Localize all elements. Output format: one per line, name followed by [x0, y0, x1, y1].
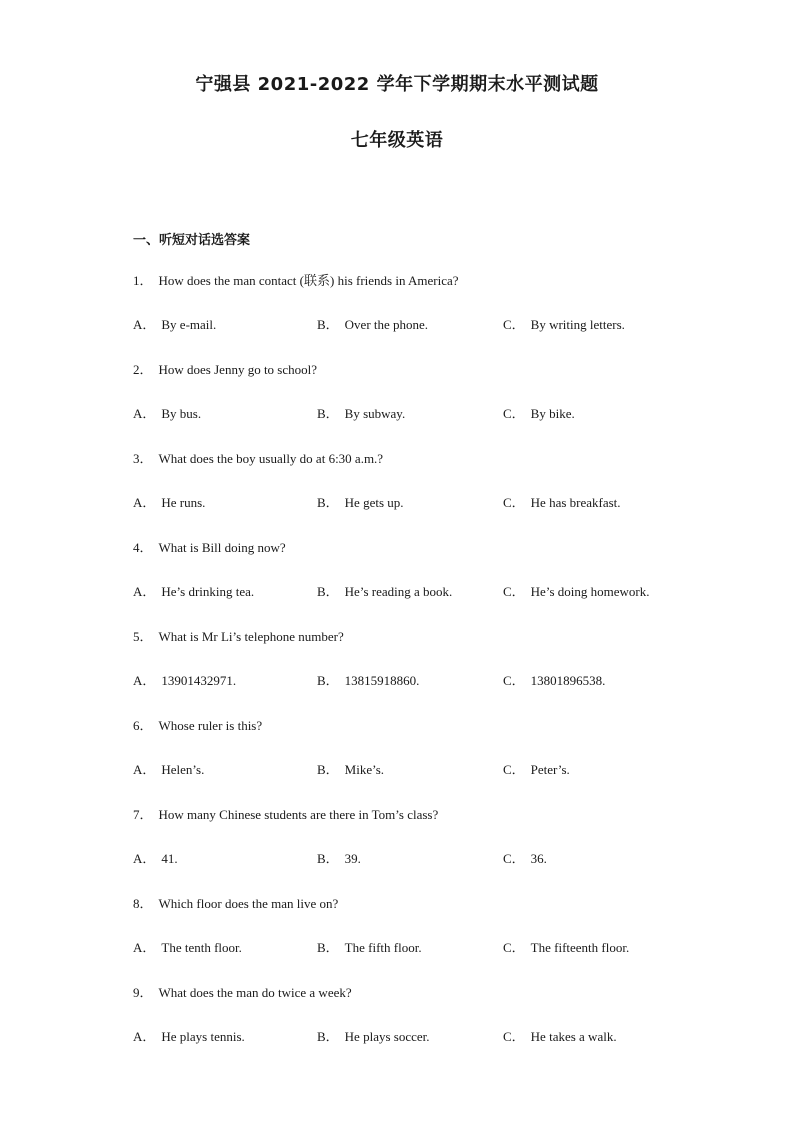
question-3	[133, 448, 733, 538]
option-letter: C．	[503, 495, 525, 510]
option-letter: C．	[503, 940, 525, 955]
question-stem: What is Mr Li’s telephone number?	[158, 629, 344, 644]
question-text	[133, 982, 352, 1001]
option-text: 13901432971.	[161, 673, 237, 688]
option-text: He has breakfast.	[530, 495, 621, 510]
option-c	[503, 759, 570, 778]
option-text: He’s doing homework.	[530, 584, 650, 599]
option-text: By bike.	[530, 406, 575, 421]
option-letter: A．	[133, 1029, 156, 1044]
question-6	[133, 715, 733, 805]
question-stem: What does the man do twice a week?	[158, 985, 352, 1000]
question-number: 4．	[133, 540, 153, 555]
option-c	[503, 581, 649, 600]
question-1	[133, 270, 733, 360]
option-text: By writing letters.	[530, 317, 625, 332]
question-7	[133, 804, 733, 894]
option-a	[133, 670, 236, 689]
option-a	[133, 759, 204, 778]
option-text: 13801896538.	[530, 673, 606, 688]
option-text: The fifteenth floor.	[530, 940, 630, 955]
option-letter: B．	[317, 940, 339, 955]
question-stem: What is Bill doing now?	[158, 540, 286, 555]
question-text	[133, 715, 262, 734]
option-b	[317, 492, 404, 511]
option-letter: A．	[133, 406, 156, 421]
option-letter: B．	[317, 317, 339, 332]
option-a	[133, 403, 201, 422]
question-4	[133, 537, 733, 627]
option-a	[133, 581, 254, 600]
option-text: The tenth floor.	[161, 940, 242, 955]
question-number: 1．	[133, 273, 153, 288]
option-b	[317, 403, 405, 422]
option-letter: A．	[133, 940, 156, 955]
question-text	[133, 626, 344, 645]
option-c	[503, 314, 625, 333]
option-letter: C．	[503, 1029, 525, 1044]
question-stem: How does the man contact (联系) his friends in America?	[158, 273, 459, 288]
question-number: 6．	[133, 718, 153, 733]
option-b	[317, 314, 428, 333]
question-5	[133, 626, 733, 716]
option-text: The fifth floor.	[344, 940, 422, 955]
question-text	[133, 270, 459, 289]
option-text: 13815918860.	[344, 673, 420, 688]
option-a	[133, 1026, 245, 1045]
option-c	[503, 848, 547, 867]
option-letter: A．	[133, 851, 156, 866]
question-stem: How does Jenny go to school?	[158, 362, 318, 377]
option-text: Peter’s.	[530, 762, 570, 777]
question-stem: What does the boy usually do at 6:30 a.m.?	[158, 451, 384, 466]
question-text	[133, 893, 338, 912]
option-text: Mike’s.	[344, 762, 385, 777]
page-subtitle: 七年级英语	[350, 130, 444, 151]
question-number: 2．	[133, 362, 153, 377]
option-c	[503, 937, 629, 956]
option-letter: B．	[317, 495, 339, 510]
option-letter: A．	[133, 762, 156, 777]
option-text: He’s drinking tea.	[161, 584, 255, 599]
question-text	[133, 448, 383, 467]
question-2	[133, 359, 733, 449]
page-title: 宁强县 2021-2022 学年下学期期末水平测试题	[195, 74, 599, 95]
option-text: 39.	[344, 851, 361, 866]
question-stem: Which floor does the man live on?	[158, 896, 339, 911]
option-letter: B．	[317, 1029, 339, 1044]
option-b	[317, 670, 419, 689]
option-c	[503, 670, 605, 689]
option-a	[133, 314, 216, 333]
option-text: He takes a walk.	[530, 1029, 617, 1044]
section-heading: 一、听短对话选答案	[133, 233, 251, 248]
option-letter: B．	[317, 851, 339, 866]
option-letter: B．	[317, 673, 339, 688]
option-text: By e-mail.	[161, 317, 217, 332]
option-letter: C．	[503, 673, 525, 688]
option-text: He gets up.	[344, 495, 404, 510]
option-b	[317, 937, 422, 956]
option-text: By subway.	[344, 406, 406, 421]
question-number: 9．	[133, 985, 153, 1000]
option-letter: A．	[133, 584, 156, 599]
option-b	[317, 848, 361, 867]
option-text: By bus.	[161, 406, 202, 421]
option-a	[133, 848, 178, 867]
option-letter: C．	[503, 317, 525, 332]
question-text	[133, 537, 286, 556]
option-text: 36.	[530, 851, 547, 866]
question-9	[133, 982, 733, 1072]
option-a	[133, 937, 242, 956]
question-stem: Whose ruler is this?	[158, 718, 263, 733]
option-letter: C．	[503, 762, 525, 777]
question-number: 5．	[133, 629, 153, 644]
question-stem: How many Chinese students are there in Tom’s class?	[158, 807, 439, 822]
option-b	[317, 1026, 430, 1045]
option-text: He plays tennis.	[161, 1029, 245, 1044]
option-text: 41.	[161, 851, 178, 866]
option-letter: A．	[133, 317, 156, 332]
option-letter: C．	[503, 851, 525, 866]
option-b	[317, 581, 452, 600]
question-text	[133, 359, 317, 378]
option-text: Helen’s.	[161, 762, 205, 777]
question-number: 7．	[133, 807, 153, 822]
option-text: Over the phone.	[344, 317, 429, 332]
option-c	[503, 492, 621, 511]
option-letter: B．	[317, 584, 339, 599]
option-letter: B．	[317, 762, 339, 777]
question-number: 3．	[133, 451, 153, 466]
option-letter: A．	[133, 495, 156, 510]
question-text	[133, 804, 438, 823]
option-b	[317, 759, 384, 778]
option-c	[503, 1026, 617, 1045]
option-letter: B．	[317, 406, 339, 421]
option-text: He runs.	[161, 495, 206, 510]
option-letter: C．	[503, 406, 525, 421]
option-c	[503, 403, 575, 422]
option-letter: A．	[133, 673, 156, 688]
question-8	[133, 893, 733, 983]
option-text: He’s reading a book.	[344, 584, 453, 599]
question-number: 8．	[133, 896, 153, 911]
option-text: He plays soccer.	[344, 1029, 430, 1044]
option-a	[133, 492, 205, 511]
option-letter: C．	[503, 584, 525, 599]
